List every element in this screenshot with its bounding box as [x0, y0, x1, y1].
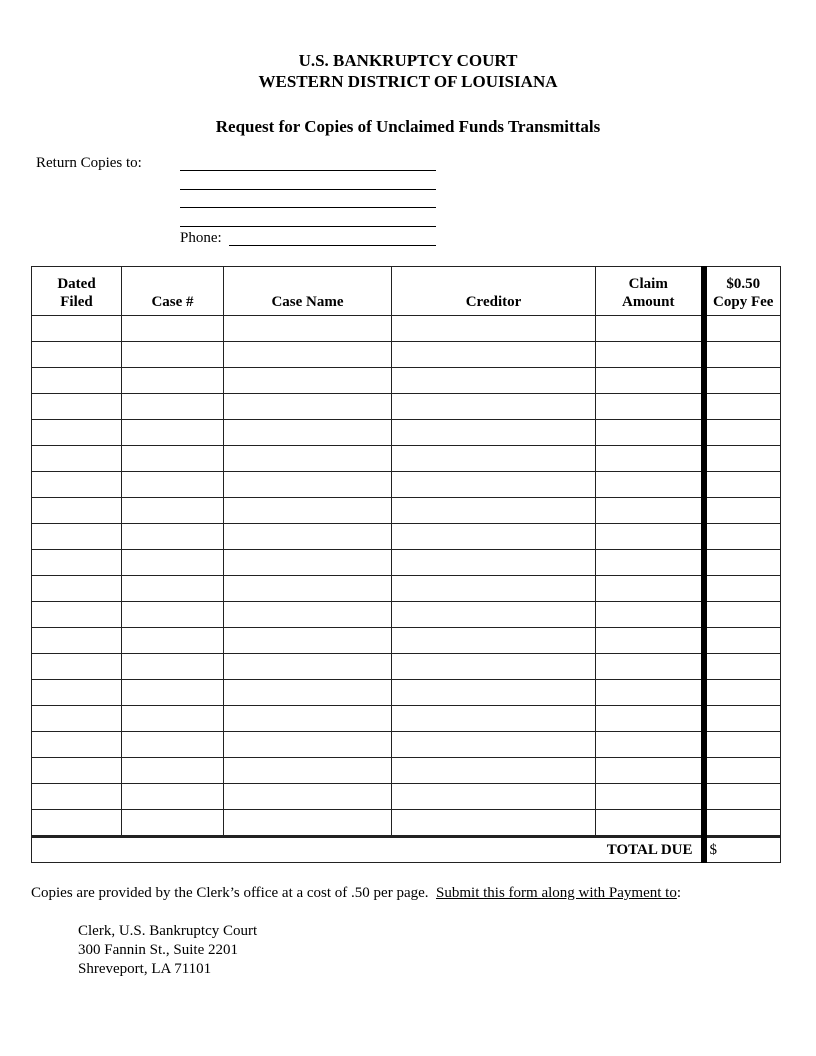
table-cell[interactable]: [224, 680, 392, 706]
table-cell[interactable]: [224, 602, 392, 628]
table-cell[interactable]: [224, 342, 392, 368]
form-title: Request for Copies of Unclaimed Funds Transmittals: [215, 117, 601, 136]
return-address-line-1[interactable]: [180, 170, 436, 171]
table-cell[interactable]: [704, 342, 781, 368]
table-row: [32, 732, 781, 758]
table-cell[interactable]: [122, 784, 224, 810]
table-cell[interactable]: [224, 576, 392, 602]
table-cell[interactable]: [32, 316, 122, 342]
table-cell[interactable]: [704, 316, 781, 342]
table-cell[interactable]: [224, 706, 392, 732]
total-row: [32, 837, 781, 863]
table-cell[interactable]: [596, 316, 704, 342]
table-cell[interactable]: [122, 628, 224, 654]
table-cell[interactable]: [122, 576, 224, 602]
table-row: [32, 784, 781, 810]
column-header-line2: Creditor: [465, 294, 522, 310]
table-cell[interactable]: [392, 732, 596, 758]
table-cell[interactable]: [392, 550, 596, 576]
return-address-line-2[interactable]: [180, 189, 436, 190]
column-header-line1: $0.50: [726, 276, 761, 292]
table-row: [32, 420, 781, 446]
table-cell[interactable]: [596, 654, 704, 680]
table-cell[interactable]: [392, 810, 596, 837]
table-cell[interactable]: [392, 342, 596, 368]
table-cell[interactable]: [224, 628, 392, 654]
column-header-line2: Case Name: [271, 294, 344, 310]
table-cell[interactable]: [224, 420, 392, 446]
table-row: [32, 758, 781, 784]
table-cell[interactable]: [596, 706, 704, 732]
table-cell[interactable]: [704, 368, 781, 394]
table-cell[interactable]: [224, 368, 392, 394]
total-due-label: TOTAL DUE: [32, 837, 704, 863]
table-cell[interactable]: [392, 576, 596, 602]
table-cell[interactable]: [704, 810, 781, 837]
submit-instruction: Submit this form along with Payment to: [436, 885, 677, 901]
table-cell[interactable]: [32, 498, 122, 524]
table-row: [32, 628, 781, 654]
table-cell[interactable]: [122, 316, 224, 342]
table-cell[interactable]: [224, 758, 392, 784]
table-cell[interactable]: [596, 368, 704, 394]
address-line: Shreveport, LA 71101: [78, 961, 212, 977]
return-address-line-3[interactable]: [180, 207, 436, 208]
table-cell[interactable]: [122, 654, 224, 680]
table-cell[interactable]: [704, 732, 781, 758]
table-cell[interactable]: [122, 394, 224, 420]
column-header: [224, 267, 392, 316]
column-header-line2: Amount: [621, 294, 675, 310]
table-cell[interactable]: [596, 810, 704, 837]
table-cell[interactable]: [122, 524, 224, 550]
table-cell[interactable]: [392, 472, 596, 498]
table-row: [32, 706, 781, 732]
table-cell[interactable]: [596, 784, 704, 810]
request-table: [31, 266, 781, 863]
table-row: [32, 498, 781, 524]
table-cell[interactable]: [32, 524, 122, 550]
table-cell[interactable]: [122, 446, 224, 472]
table-cell[interactable]: [392, 758, 596, 784]
table-cell[interactable]: [596, 576, 704, 602]
table-row: [32, 680, 781, 706]
table-row: [32, 394, 781, 420]
table-cell[interactable]: [122, 706, 224, 732]
table-cell[interactable]: [596, 602, 704, 628]
column-header-line2: Copy Fee: [713, 294, 774, 310]
table-cell[interactable]: [122, 368, 224, 394]
table-cell[interactable]: [224, 550, 392, 576]
table-row: [32, 654, 781, 680]
table-cell[interactable]: [704, 524, 781, 550]
table-cell[interactable]: [32, 758, 122, 784]
table-cell[interactable]: [122, 550, 224, 576]
table-cell[interactable]: [596, 498, 704, 524]
table-cell[interactable]: [392, 368, 596, 394]
table-cell[interactable]: [704, 680, 781, 706]
table-cell[interactable]: [596, 420, 704, 446]
column-header: [392, 267, 596, 316]
return-copies-label: Return Copies to:: [36, 155, 142, 171]
table-cell[interactable]: [224, 654, 392, 680]
table-cell[interactable]: [32, 706, 122, 732]
table-cell[interactable]: [704, 784, 781, 810]
footer-note: [31, 885, 681, 902]
district-name: WESTERN DISTRICT OF LOUISIANA: [258, 72, 558, 91]
table-cell[interactable]: [704, 394, 781, 420]
table-cell[interactable]: [122, 420, 224, 446]
table-cell[interactable]: [32, 472, 122, 498]
table-cell[interactable]: [32, 784, 122, 810]
table-cell[interactable]: [122, 342, 224, 368]
table-cell[interactable]: [704, 576, 781, 602]
column-header: [704, 267, 781, 316]
table-row: [32, 368, 781, 394]
table-cell[interactable]: [704, 498, 781, 524]
total-due-value[interactable]: $: [704, 837, 781, 863]
column-header-line2: Filed: [60, 294, 93, 310]
column-header-line1: Dated: [57, 276, 96, 292]
table-row: [32, 316, 781, 342]
table-cell[interactable]: [392, 420, 596, 446]
table-cell[interactable]: [122, 602, 224, 628]
table-cell[interactable]: [392, 394, 596, 420]
table-cell[interactable]: [224, 810, 392, 837]
cost-note: Copies are provided by the Clerk’s office at a cost of .50 per page.: [31, 885, 429, 901]
table-cell[interactable]: [704, 706, 781, 732]
table-cell[interactable]: [392, 680, 596, 706]
column-header: [122, 267, 224, 316]
table-cell[interactable]: [704, 654, 781, 680]
table-cell[interactable]: [224, 784, 392, 810]
table-cell[interactable]: [596, 550, 704, 576]
table-cell[interactable]: [32, 342, 122, 368]
table-cell[interactable]: [392, 628, 596, 654]
table-cell[interactable]: [392, 654, 596, 680]
table-cell[interactable]: [32, 368, 122, 394]
table-cell[interactable]: [32, 394, 122, 420]
table-cell[interactable]: [704, 628, 781, 654]
table-cell[interactable]: [32, 680, 122, 706]
table-cell[interactable]: [224, 472, 392, 498]
table-cell[interactable]: [122, 758, 224, 784]
table-row: [32, 810, 781, 837]
table-cell[interactable]: [596, 446, 704, 472]
table-cell[interactable]: [704, 472, 781, 498]
return-address-line-4[interactable]: [180, 226, 436, 227]
table-cell[interactable]: [32, 576, 122, 602]
table-cell[interactable]: [704, 602, 781, 628]
column-header-line1: Claim: [628, 276, 668, 292]
table-cell[interactable]: [32, 732, 122, 758]
table-row: [32, 576, 781, 602]
table-cell[interactable]: [32, 550, 122, 576]
table-cell[interactable]: [122, 810, 224, 837]
mailing-address: [78, 922, 257, 979]
court-name: U.S. BANKRUPTCY COURT: [298, 51, 518, 70]
address-line: 300 Fannin St., Suite 2201: [78, 942, 239, 958]
table-cell[interactable]: [392, 524, 596, 550]
table-cell[interactable]: [224, 524, 392, 550]
table-cell[interactable]: [122, 732, 224, 758]
table-cell[interactable]: [224, 732, 392, 758]
table-cell[interactable]: [224, 446, 392, 472]
table-cell[interactable]: [122, 472, 224, 498]
colon: :: [676, 885, 682, 901]
table-row: [32, 446, 781, 472]
table-cell[interactable]: [392, 446, 596, 472]
table-cell[interactable]: [392, 602, 596, 628]
table-cell[interactable]: [596, 628, 704, 654]
table-cell[interactable]: [596, 524, 704, 550]
table-row: [32, 524, 781, 550]
table-cell[interactable]: [392, 316, 596, 342]
table-cell[interactable]: [392, 784, 596, 810]
column-header: [596, 267, 704, 316]
table-cell[interactable]: [392, 498, 596, 524]
table-cell[interactable]: [704, 420, 781, 446]
table-cell[interactable]: [224, 316, 392, 342]
table-cell[interactable]: [224, 498, 392, 524]
table-cell[interactable]: [596, 758, 704, 784]
table-row: [32, 602, 781, 628]
table-cell[interactable]: [32, 420, 122, 446]
table-cell[interactable]: [122, 680, 224, 706]
table-cell[interactable]: [392, 706, 596, 732]
table-cell[interactable]: [704, 758, 781, 784]
address-line: Clerk, U.S. Bankruptcy Court: [78, 923, 258, 939]
table-cell[interactable]: [596, 472, 704, 498]
table-row: [32, 550, 781, 576]
table-cell[interactable]: [596, 732, 704, 758]
column-header-line2: Case #: [151, 294, 194, 310]
table-cell[interactable]: [32, 446, 122, 472]
table-cell[interactable]: [596, 680, 704, 706]
table-cell[interactable]: [704, 446, 781, 472]
table-cell[interactable]: [596, 394, 704, 420]
table-cell[interactable]: [32, 628, 122, 654]
table-cell[interactable]: [224, 394, 392, 420]
table-cell[interactable]: [596, 342, 704, 368]
table-row: [32, 342, 781, 368]
table-cell[interactable]: [32, 810, 122, 837]
column-header: [32, 267, 122, 316]
table-cell[interactable]: [32, 654, 122, 680]
table-cell[interactable]: [32, 602, 122, 628]
table-cell[interactable]: [704, 550, 781, 576]
phone-label: Phone:: [180, 230, 222, 246]
table-row: [32, 472, 781, 498]
table-cell[interactable]: [122, 498, 224, 524]
phone-line[interactable]: [229, 245, 436, 246]
